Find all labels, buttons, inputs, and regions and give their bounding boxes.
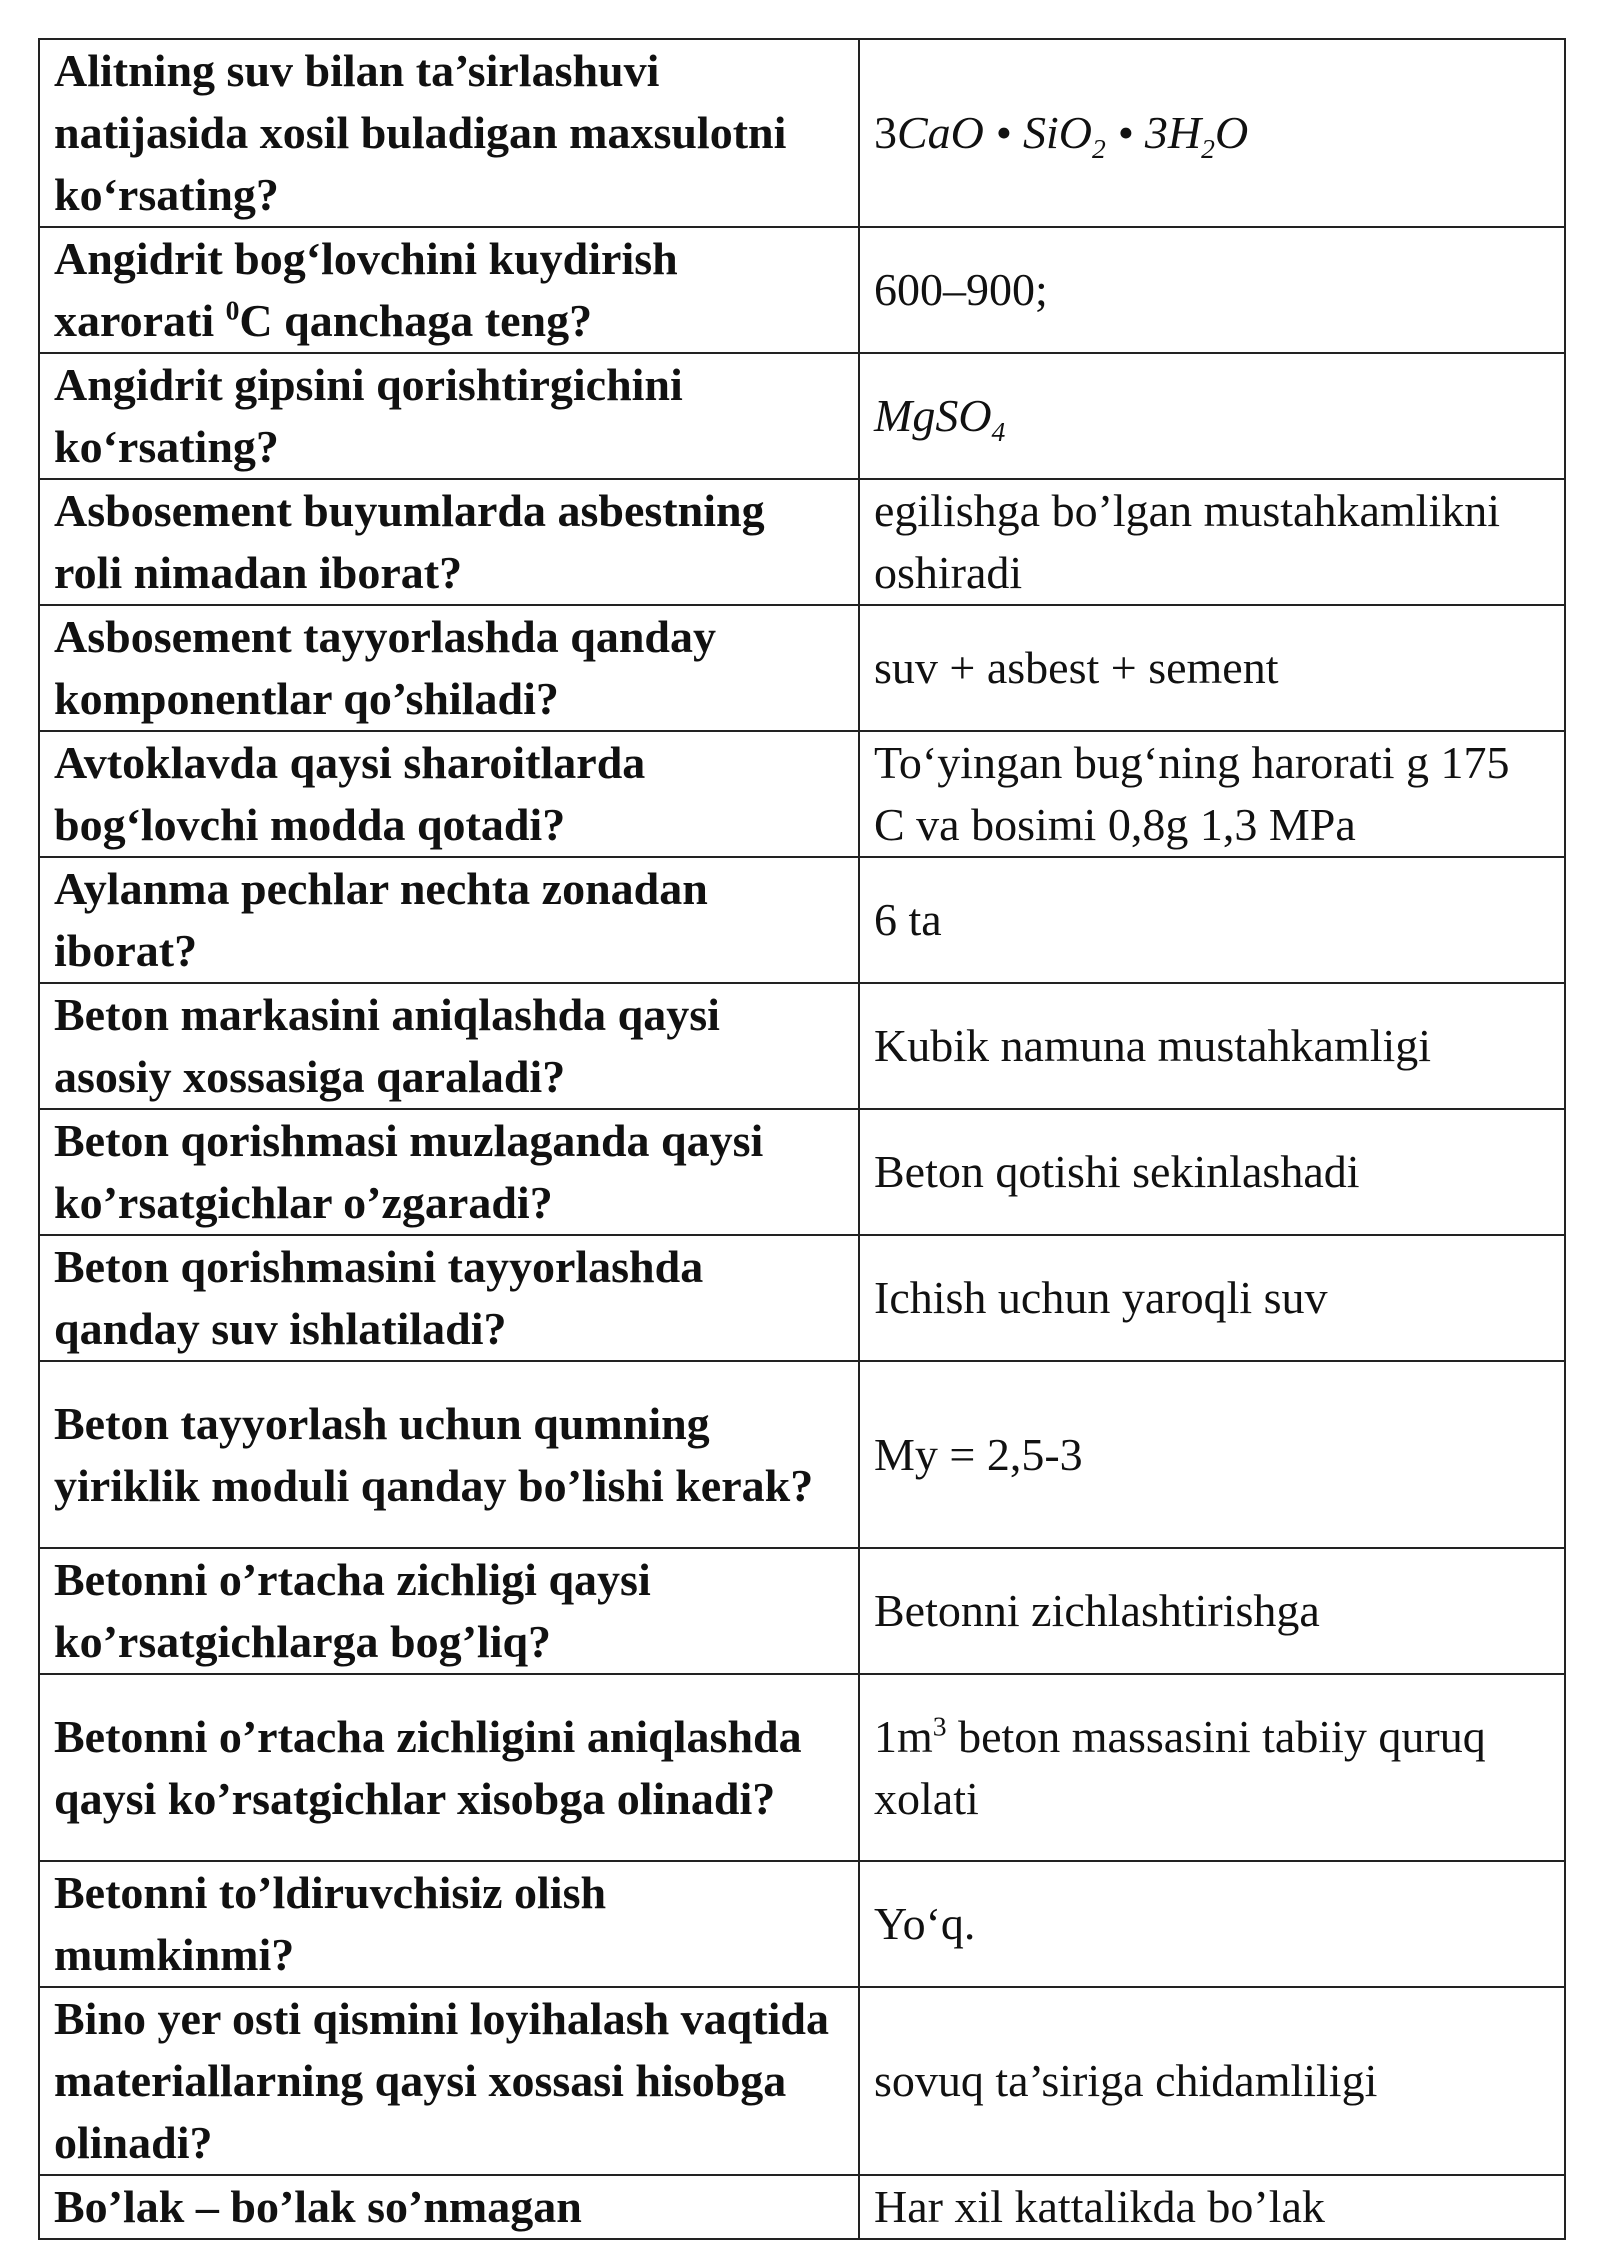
text-fragment: MgSO [874, 390, 992, 441]
answer-cell [859, 39, 1565, 227]
answer-cell: Betonni zichlashtirishga [859, 1548, 1565, 1674]
qa-table [38, 38, 1566, 2240]
question-cell: Angidrit gipsini qorishtirgichini ko‘rsating? [39, 353, 859, 479]
answer-cell: suv + asbest + sement [859, 605, 1565, 731]
table-row [39, 1674, 1565, 1861]
answer-cell: sovuq ta’siriga chidamliligi [859, 1987, 1565, 2175]
question-cell: Asbosement buyumlarda asbestning roli nimadan iborat? [39, 479, 859, 605]
answer-cell: To‘yingan bug‘ning harorati g 175 C va bosimi 0,8g 1,3 MPa [859, 731, 1565, 857]
table-row [39, 1548, 1565, 1674]
answer-cell: egilishga bo’lgan mustahkamlikni oshiradi [859, 479, 1565, 605]
question-cell: Beton qorishmasi muzlaganda qaysi ko’rsatgichlar o’zgaradi? [39, 1109, 859, 1235]
text-fragment: O [1214, 107, 1249, 158]
question-cell: Bo’lak – bo’lak so’nmagan [39, 2175, 859, 2239]
answer-cell: My = 2,5-3 [859, 1361, 1565, 1548]
question-cell: Alitning suv bilan ta’sirlashuvi natijasida xosil buladigan maxsulotni ko‘rsating? [39, 39, 859, 227]
question-cell: Asbosement tayyorlashda qanday komponentlar qo’shiladi? [39, 605, 859, 731]
answer-cell: 6 ta [859, 857, 1565, 983]
question-cell: Beton tayyorlash uchun qumning yiriklik moduli qanday bo’lishi kerak? [39, 1361, 859, 1548]
question-cell: Betonni to’ldiruvchisiz olish mumkinmi? [39, 1861, 859, 1987]
table-row [39, 1987, 1565, 2175]
answer-cell: Yo‘q. [859, 1861, 1565, 1987]
answer-cell [859, 353, 1565, 479]
table-row [39, 983, 1565, 1109]
table-row [39, 2175, 1565, 2239]
text-fragment: 3 [874, 107, 897, 158]
table-row [39, 731, 1565, 857]
text-fragment: H [1167, 107, 1202, 158]
text-fragment: 1m [874, 1710, 933, 1762]
table-row [39, 479, 1565, 605]
question-cell: Betonni o’rtacha zichligi qaysi ko’rsatgichlarga bog’liq? [39, 1548, 859, 1674]
question-cell: Beton markasini aniqlashda qaysi asosiy xossasiga qaraladi? [39, 983, 859, 1109]
subscript: 4 [991, 416, 1006, 448]
table-row [39, 1109, 1565, 1235]
question-cell: Aylanma pechlar nechta zonadan iborat? [39, 857, 859, 983]
text-fragment: CaO • SiO [897, 107, 1093, 158]
table-row [39, 39, 1565, 227]
qa-table-body [39, 39, 1565, 2239]
table-row [39, 857, 1565, 983]
answer-cell: 600–900; [859, 227, 1565, 353]
question-cell: Beton qorishmasini tayyorlashda qanday suv ishlatiladi? [39, 1235, 859, 1361]
answer-cell: Kubik namuna mustahkamligi [859, 983, 1565, 1109]
answer-cell: Beton qotishi sekinlashadi [859, 1109, 1565, 1235]
table-row [39, 1361, 1565, 1548]
subscript: 2 [1092, 133, 1106, 165]
question-cell: Bino yer osti qismini loyihalash vaqtida materiallarning qaysi xossasi hisobga olinadi? [39, 1987, 859, 2175]
answer-cell [859, 1674, 1565, 1861]
text-fragment: C qanchaga teng? [239, 295, 593, 346]
superscript: 3 [932, 1710, 947, 1742]
question-cell: Betonni o’rtacha zichligini aniqlashda qaysi ko’rsatgichlar xisobga olinadi? [39, 1674, 859, 1861]
table-row [39, 605, 1565, 731]
text-fragment: • 3 [1105, 107, 1168, 158]
text-fragment: Angidrit bog‘lovchini kuydirish xarorati [54, 233, 690, 346]
answer-cell: Ichish uchun yaroqli suv [859, 1235, 1565, 1361]
text-fragment: beton massasini tabiiy quruq xolati [874, 1710, 1498, 1824]
subscript: 2 [1201, 133, 1215, 165]
question-cell [39, 227, 859, 353]
table-row [39, 1861, 1565, 1987]
table-row [39, 353, 1565, 479]
table-row [39, 227, 1565, 353]
answer-cell: Har xil kattalikda bo’lak [859, 2175, 1565, 2239]
superscript: 0 [225, 294, 240, 326]
question-cell: Avtoklavda qaysi sharoitlarda bog‘lovchi modda qotadi? [39, 731, 859, 857]
table-row [39, 1235, 1565, 1361]
